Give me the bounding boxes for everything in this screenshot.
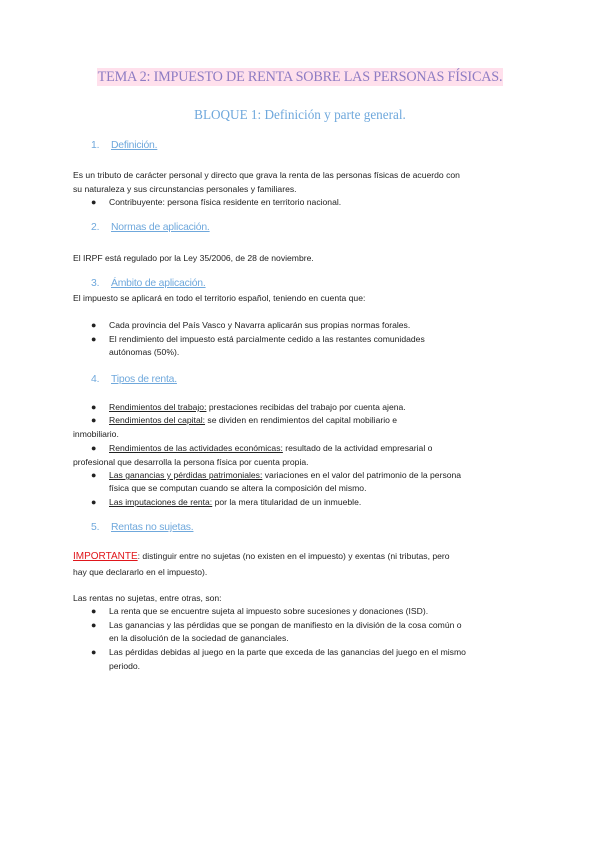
list-item-continuation: autónomas (50%). bbox=[109, 347, 180, 357]
term-label: Las imputaciones de renta: bbox=[109, 497, 213, 507]
list-item: La renta que se encuentre sujeta al impuesto sobre sucesiones y donaciones (ISD). bbox=[109, 606, 429, 616]
list-item bbox=[109, 442, 432, 456]
list-item bbox=[109, 469, 461, 483]
paragraph-line: Es un tributo de carácter personal y directo que grava la renta de las personas físicas de acuerdo con bbox=[73, 170, 460, 180]
term-description: prestaciones recibidas del trabajo por cuenta ajena. bbox=[206, 402, 406, 412]
list-item: Contribuyente: persona física residente en territorio nacional. bbox=[109, 197, 342, 207]
bullet-icon: ● bbox=[91, 606, 97, 616]
section-title: Definición. bbox=[111, 140, 158, 151]
section-heading-no-sujetas bbox=[91, 522, 193, 533]
term-label: Las ganancias y pérdidas patrimoniales: bbox=[109, 470, 263, 480]
paragraph-line: El impuesto se aplicará en todo el territorio español, teniendo en cuenta que: bbox=[73, 293, 366, 303]
document-title-text: TEMA 2: IMPUESTO DE RENTA SOBRE LAS PERSONAS FÍSICAS. bbox=[97, 69, 503, 85]
section-title: Ámbito de aplicación. bbox=[111, 278, 206, 289]
term-description: se dividen en rendimientos del capital mobiliario e bbox=[205, 415, 398, 425]
list-item: Cada provincia del País Vasco y Navarra aplicarán sus propias normas forales. bbox=[109, 320, 411, 330]
section-number: 2. bbox=[91, 222, 100, 233]
section-heading-normas bbox=[91, 222, 210, 233]
list-item-continuation: inmobiliario. bbox=[73, 429, 119, 439]
bullet-icon: ● bbox=[91, 620, 97, 630]
list-item: Las ganancias y las pérdidas que se pongan de manifiesto en la división de la cosa común o bbox=[109, 620, 462, 630]
section-number: 3. bbox=[91, 278, 100, 289]
term-description: resultado de la actividad empresarial o bbox=[282, 443, 433, 453]
term-description: por la mera titularidad de un inmueble. bbox=[212, 497, 362, 507]
term-label: Rendimientos del trabajo: bbox=[109, 402, 207, 412]
list-item-continuation: profesional que desarrolla la persona física por cuenta propia. bbox=[73, 457, 309, 467]
list-item bbox=[109, 496, 361, 510]
important-label: IMPORTANTE bbox=[73, 551, 138, 562]
section-heading-definicion bbox=[91, 140, 157, 151]
list-item bbox=[109, 414, 397, 428]
important-text: : distinguir entre no sujetas (no existen en el impuesto) y exentas (ni tributas, pero bbox=[137, 551, 450, 561]
bullet-icon: ● bbox=[91, 443, 97, 453]
paragraph-line: El IRPF está regulado por la Ley 35/2006, de 28 de noviembre. bbox=[73, 253, 314, 263]
important-note bbox=[73, 550, 533, 564]
bullet-icon: ● bbox=[91, 497, 97, 507]
list-item: Las pérdidas debidas al juego en la parte que exceda de las ganancias del juego en el mismo bbox=[109, 647, 466, 657]
bullet-icon: ● bbox=[91, 415, 97, 425]
term-label: Rendimientos de las actividades económicas: bbox=[109, 443, 283, 453]
paragraph-line: Las rentas no sujetas, entre otras, son: bbox=[73, 593, 222, 603]
list-item-continuation: física que se computan cuando se altera la composición del mismo. bbox=[109, 483, 367, 493]
section-number: 5. bbox=[91, 522, 100, 533]
bullet-icon: ● bbox=[91, 647, 97, 657]
section-title: Tipos de renta. bbox=[111, 374, 177, 385]
section-heading-tipos bbox=[91, 374, 177, 385]
section-number: 4. bbox=[91, 374, 100, 385]
bullet-icon: ● bbox=[91, 320, 97, 330]
section-title: Rentas no sujetas. bbox=[111, 522, 194, 533]
section-number: 1. bbox=[91, 140, 100, 151]
paragraph-line: hay que declararlo en el impuesto). bbox=[73, 567, 208, 577]
list-item-continuation: en la disolución de la sociedad de gananciales. bbox=[109, 633, 289, 643]
section-title: Normas de aplicación. bbox=[111, 222, 210, 233]
list-item-continuation: periodo. bbox=[109, 661, 141, 671]
term-description: variaciones en el valor del patrimonio de la persona bbox=[262, 470, 462, 480]
term-label: Rendimientos del capital: bbox=[109, 415, 206, 425]
bullet-icon: ● bbox=[91, 334, 97, 344]
bullet-icon: ● bbox=[91, 402, 97, 412]
document-title bbox=[0, 68, 600, 86]
paragraph-line: su naturaleza y sus circunstancias personales y familiares. bbox=[73, 184, 297, 194]
bullet-icon: ● bbox=[91, 470, 97, 480]
section-heading-ambito bbox=[91, 278, 206, 289]
bullet-icon: ● bbox=[91, 197, 97, 207]
block-subtitle: BLOQUE 1: Definición y parte general. bbox=[194, 107, 406, 122]
list-item: El rendimiento del impuesto está parcialmente cedido a las restantes comunidades bbox=[109, 334, 425, 344]
list-item bbox=[109, 401, 406, 415]
